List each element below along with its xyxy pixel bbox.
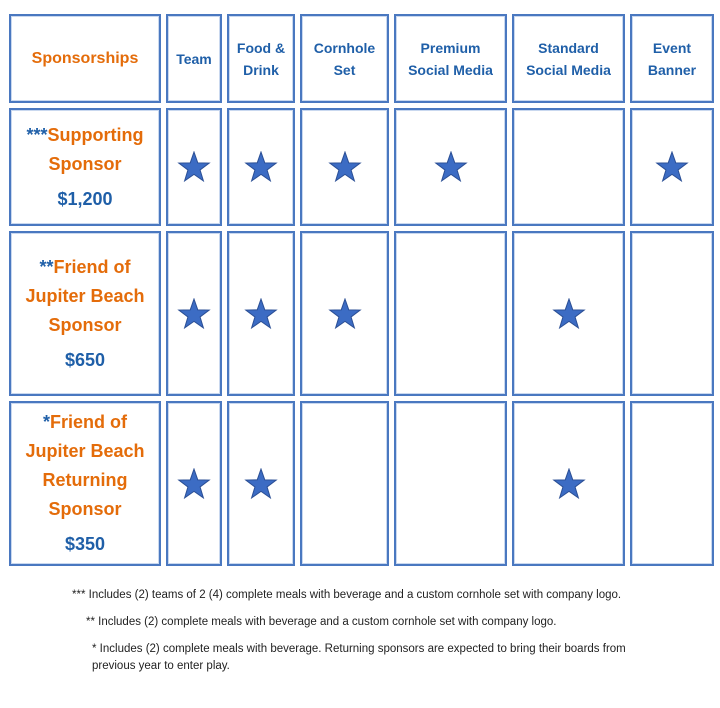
benefit-cell	[512, 401, 625, 566]
benefit-cell	[227, 108, 295, 226]
benefit-cell	[512, 231, 625, 396]
tier-price: $350	[64, 534, 106, 554]
tier-label: Friend of Jupiter Beach Sponsor	[25, 256, 145, 335]
star-icon	[328, 151, 362, 183]
benefit-cell	[394, 401, 507, 566]
benefit-cell	[166, 231, 222, 396]
header-cornhole-set: Cornhole Set	[300, 14, 389, 103]
benefit-cell	[630, 108, 714, 226]
benefit-cell	[227, 231, 295, 396]
benefit-cell	[166, 401, 222, 566]
tier-price: $1,200	[57, 188, 113, 209]
footnote-friend: ** Includes (2) complete meals with beverage and a custom cornhole set with company logo.	[86, 616, 557, 628]
star-icon	[328, 298, 362, 330]
tier-friend-sponsor	[9, 231, 161, 396]
tier-supporting-sponsor	[9, 108, 161, 226]
benefit-cell	[300, 231, 389, 396]
star-icon	[552, 298, 586, 330]
star-icon	[244, 468, 278, 500]
tier-label: Friend of Jupiter Beach Returning Sponsor	[25, 412, 145, 519]
tier-name	[27, 121, 144, 179]
star-icon	[177, 468, 211, 500]
header-team: Team	[166, 14, 222, 103]
tier-label: Supporting Sponsor	[47, 124, 144, 174]
benefit-cell	[227, 401, 295, 566]
footnote-returning: * Includes (2) complete meals with beverage. Returning sponsors are expected to bring their boards from previous year to enter play.	[92, 643, 626, 672]
tier-stars: *	[42, 412, 50, 432]
benefit-cell	[394, 108, 507, 226]
header-sponsorships: Sponsorships	[9, 14, 161, 103]
benefit-cell	[300, 108, 389, 226]
tier-name	[25, 253, 144, 340]
tier-stars: ***	[26, 124, 48, 145]
header-standard-social-media: Standard Social Media	[512, 14, 625, 103]
star-icon	[434, 151, 468, 183]
header-premium-social-media: Premium Social Media	[394, 14, 507, 103]
tier-returning-sponsor	[9, 401, 161, 566]
benefit-cell	[630, 231, 714, 396]
tier-stars: **	[39, 256, 54, 277]
header-food-drink: Food & Drink	[227, 14, 295, 103]
header-event-banner: Event Banner	[630, 14, 714, 103]
star-icon	[244, 298, 278, 330]
footnote-supporting: *** Includes (2) teams of 2 (4) complete meals with beverage and a custom cornhole set with company logo.	[72, 589, 622, 601]
benefit-cell	[512, 108, 625, 226]
star-icon	[552, 468, 586, 500]
star-icon	[177, 298, 211, 330]
sponsorship-table	[9, 14, 711, 560]
star-icon	[655, 151, 689, 183]
benefit-cell	[394, 231, 507, 396]
benefit-cell	[300, 401, 389, 566]
benefit-cell	[166, 108, 222, 226]
tier-name	[25, 408, 144, 524]
benefit-cell	[630, 401, 714, 566]
star-icon	[177, 151, 211, 183]
tier-price: $650	[64, 349, 106, 370]
star-icon	[244, 151, 278, 183]
footnotes	[72, 587, 672, 685]
